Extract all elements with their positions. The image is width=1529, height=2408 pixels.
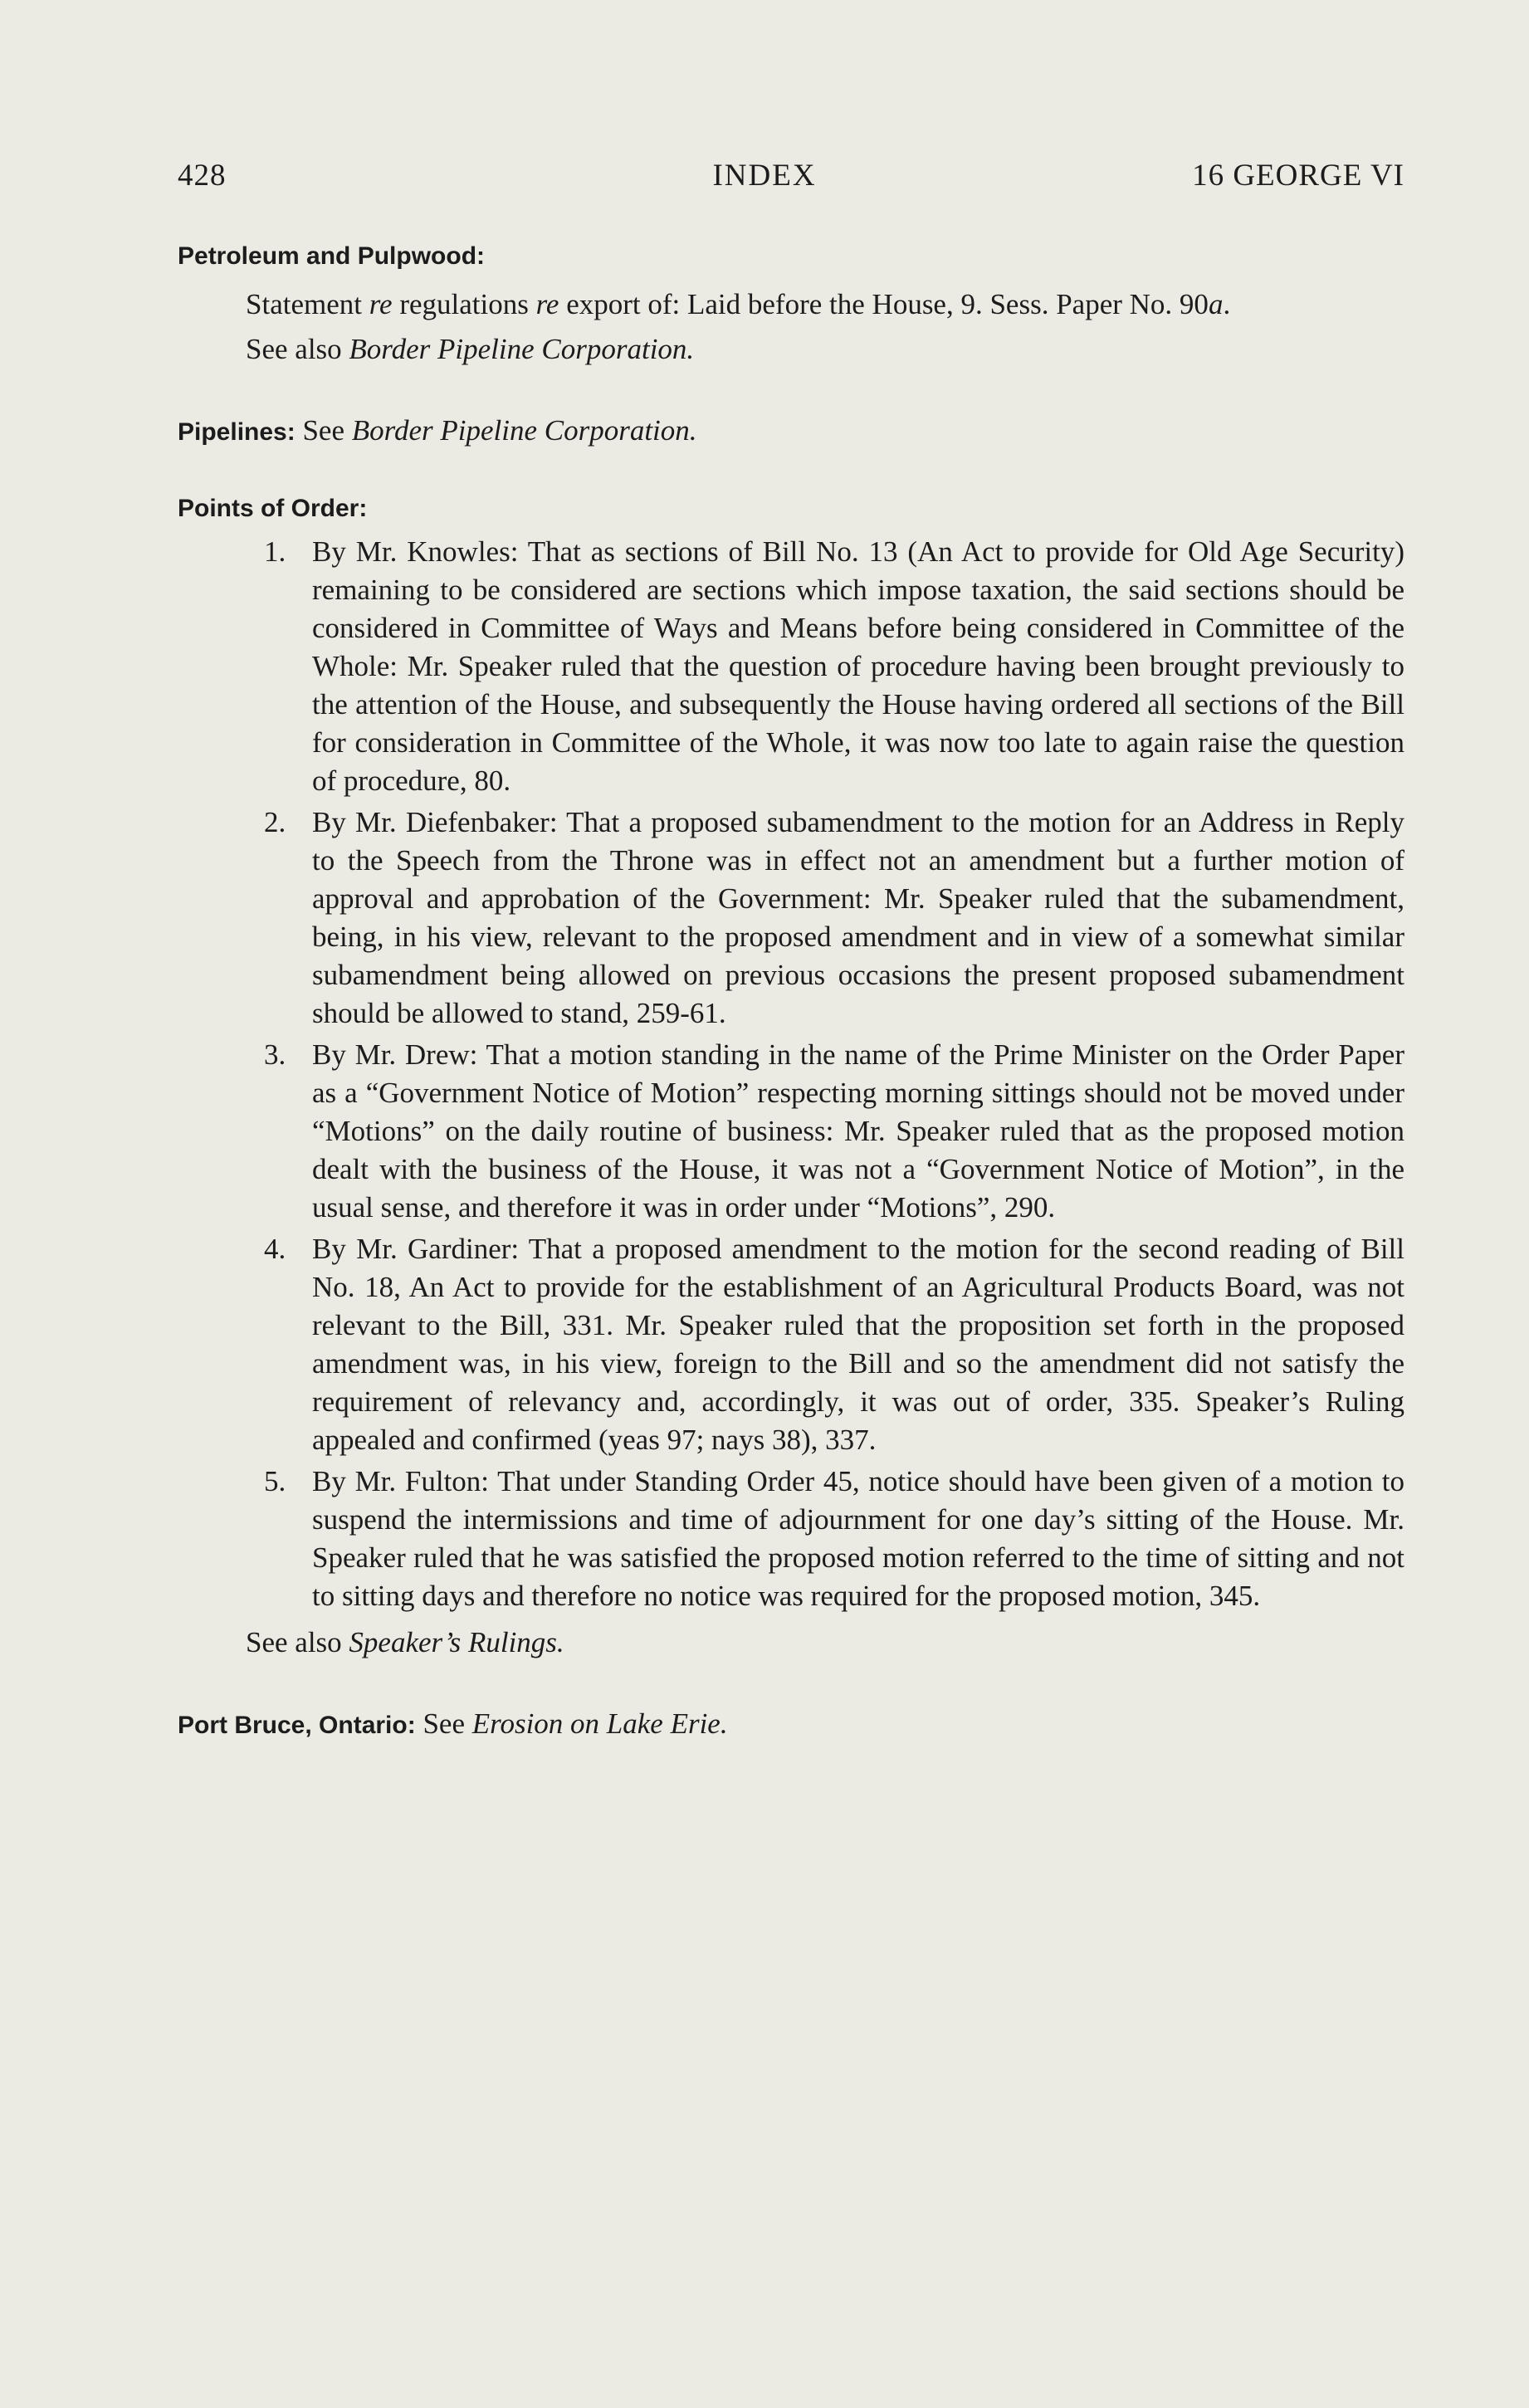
item-number: 5.: [264, 1465, 286, 1497]
cross-reference: Border Pipeline Corporation.: [349, 333, 695, 365]
entry-heading: Port Bruce, Ontario:: [178, 1712, 416, 1739]
list-item: [178, 1230, 1404, 1459]
item-number: 1.: [264, 535, 286, 568]
list-item: [178, 1463, 1404, 1615]
entry-points-of-order: [178, 495, 1404, 1662]
entry-port-bruce: [178, 1705, 1404, 1745]
item-text: By Mr. Drew: That a motion standing in the name of the Prime Minister on the Order Paper as a “Government Notice of Motion” respecting morning sittings should not be moved under “Motions” on the daily routine of business: Mr. Speaker ruled that as the proposed motion dealt with the business of the House, it was not a “Government Notice of Motion”, in the usual sense, and therefore it was in order under “Motions”, 290.: [312, 1038, 1404, 1224]
index-content: [178, 242, 1404, 1745]
item-number: 4.: [264, 1233, 286, 1265]
entry-heading: Points of Order:: [178, 495, 368, 522]
entry-heading: Pipelines:: [178, 418, 296, 446]
list-item: [178, 533, 1404, 800]
entry-line: Port Bruce, Ontario: See Erosion on Lake Erie.: [178, 1707, 728, 1740]
page-number: 428: [178, 159, 227, 193]
cross-reference: Speaker’s Rulings.: [349, 1626, 564, 1658]
session-label: 16 GEORGE VI: [1192, 159, 1404, 193]
item-text: By Mr. Diefenbaker: That a proposed subamendment to the motion for an Address in Reply to the Speech from the Throne was in effect not an amendment but a further motion of approval and approbation of the Government: Mr. Speaker ruled that the subamendment, being, in his view, relevant to the proposed amendment and in view of a somewhat similar subamendment being allowed on previous occasions the present proposed subamendment should be allowed to stand, 259-61.: [312, 806, 1404, 1029]
entry-line: Pipelines: See Border Pipeline Corporation.: [178, 414, 697, 447]
list-item: [178, 803, 1404, 1033]
entry-statement: Statement re regulations re export of: Laid before the House, 9. Sess. Paper No. 90a.: [246, 288, 1231, 320]
item-number: 3.: [264, 1038, 286, 1071]
entry-petroleum-and-pulpwood: [178, 242, 1404, 369]
entry-heading: Petroleum and Pulpwood:: [178, 242, 486, 270]
page-title: INDEX: [712, 159, 817, 193]
entry-see-also: See also Speaker’s Rulings.: [246, 1626, 564, 1658]
item-text: By Mr. Knowles: That as sections of Bill No. 13 (An Act to provide for Old Age Security) remaining to be considered are sections which impose taxation, the said sections should be considered in Committee of Ways and Means before being considered in Committee of the Whole: Mr. Speaker ruled that the question of procedure having been brought previously to the attention of the House, and subsequently the House having ordered all sections of the Bill for consideration in Committee of the Whole, it was now too late to again raise the question of procedure, 80.: [312, 535, 1404, 797]
entry-see-also: See also Border Pipeline Corporation.: [246, 333, 695, 365]
cross-reference: Erosion on Lake Erie.: [471, 1707, 728, 1740]
points-of-order-list: [178, 533, 1404, 1615]
cross-reference: Border Pipeline Corporation.: [351, 414, 697, 447]
item-number: 2.: [264, 806, 286, 838]
entry-pipelines: [178, 412, 1404, 452]
item-text: By Mr. Fulton: That under Standing Order 45, notice should have been given of a motion to suspend the intermissions and time of adjournment for one day’s sitting of the House. Mr. Speaker ruled that he was satisfied the proposed motion referred to the time of sitting and not to sitting days and therefore no notice was required for the proposed motion, 345.: [312, 1465, 1404, 1612]
list-item: [178, 1036, 1404, 1227]
item-text: By Mr. Gardiner: That a proposed amendment to the motion for the second reading of Bill No. 18, An Act to provide for the establishment of an Agricultural Products Board, was not relevant to the Bill, 331. Mr. Speaker ruled that the proposition set forth in the proposed amendment was, in his view, foreign to the Bill and so the amendment did not satisfy the requirement of relevancy and, accordingly, it was out of order, 335. Speaker’s Ruling appealed and confirmed (yeas 97; nays 38), 337.: [312, 1233, 1404, 1456]
